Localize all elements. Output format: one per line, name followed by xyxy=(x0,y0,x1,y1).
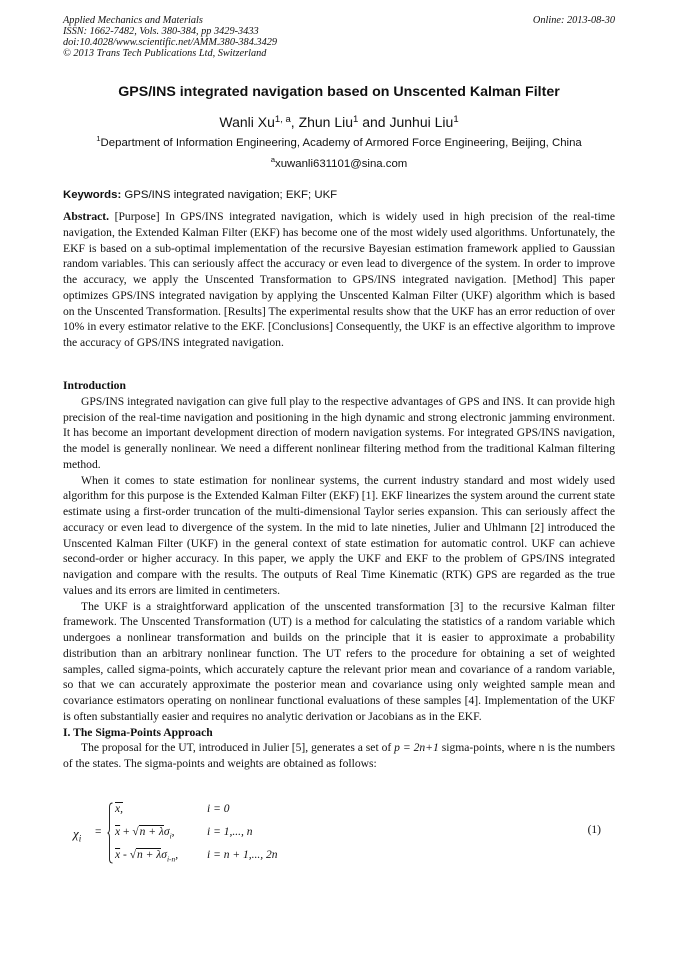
paragraph-text: sigma-points, where n is the numbers of the states. The sigma-points and weights are obtained as follows: xyxy=(63,741,615,770)
equation-case: x, i = 0 xyxy=(115,803,230,815)
keywords xyxy=(63,189,337,201)
author-affil-mark: 1, a xyxy=(274,114,291,125)
paper-title: GPS/INS integrated navigation based on Unscented Kalman Filter xyxy=(118,84,560,100)
author-name: Wanli Xu xyxy=(219,114,275,130)
left-brace-icon xyxy=(107,802,113,864)
equation-number: (1) xyxy=(587,824,601,836)
case-condition: i = 0 xyxy=(207,803,230,815)
copyright-line: © 2013 Trans Tech Publications Ltd, Switzerland xyxy=(63,48,267,59)
doi-line: doi:10.4028/www.scientific.net/AMM.380-384.3429 xyxy=(63,37,278,48)
author-line xyxy=(0,114,678,130)
author-affil-mark: 1 xyxy=(353,114,359,125)
paragraph xyxy=(63,740,615,772)
journal-name: Applied Mechanics and Materials xyxy=(63,15,203,26)
author-name: Zhun Liu xyxy=(298,114,354,130)
affiliation-text: Department of Information Engineering, Academy of Armored Force Engineering, Beijing, China xyxy=(100,137,582,149)
abstract-label: Abstract. xyxy=(63,210,110,223)
email-text: xuwanli631101@sina.com xyxy=(275,158,408,170)
abstract-text: [Purpose] In GPS/INS integrated navigation, which is widely used in high precision of the real-time navigation, the Extended Kalman Filter (EKF) has become one of the most widely used algorithms. Unfortunately, the EKF is based on a sub-optimal implementation of the recursive Bayesian estimation framework applied to Gaussian random variables. This can seriously affect the accuracy or even lead to divergence of the system. In order to improve the accuracy, we apply the Unscented Transformation to GPS/INS integrated navigation. [Method] This paper optimizes GPS/INS integrated navigation by applying the Unscented Kalman Filter (UKF) algorithm which is based on the Unscented Transformation. [Results] The experimental results show that the UKF has an error reduction of over 10% in every estimator relative to the EKF. [Conclusions] Consequently, the UKF is an effective algorithm to improve the accuracy of GPS/INS integrated navigation. xyxy=(63,210,615,349)
email-mark: a xyxy=(270,155,275,164)
issn-line: ISSN: 1662-7482, Vols. 380-384, pp 3429-3433 xyxy=(63,26,259,37)
equation-case: $\overline{x} - √n + \lambda\sigma_{i-n}$, i = n + 1,..., 2n xyxy=(115,849,278,864)
keywords-label: Keywords: xyxy=(63,189,122,201)
paragraph: When it comes to state estimation for nonlinear systems, the current industry standard and most widely used algorithm for this purpose is the Extended Kalman Filter (EKF) [1]. EKF linearizes the system around the current state estimate using a first-order truncation of the multi-dimensional Taylor series expansion. This can seriously affect the accuracy or even lead to divergence of the system. In the mid to late nineties, Julier and Uhlmann [2] introduced the Unscented Kalman Filter (UKF) in the general context of state estimation for automatic control. UKF can achieve second-order or higher accuracy. In this paper, we apply the UKF and EKF to the problem of GPS/INS integrated navigation and compare with the results. The outputs of Real Time Kinematic (RTK) GPS are regarded as the true values and its errors are limited in centimeters. xyxy=(63,473,615,597)
keywords-text: GPS/INS integrated navigation; EKF; UKF xyxy=(121,189,338,201)
equals-sign: = xyxy=(95,826,102,838)
author-separator: , xyxy=(290,114,299,130)
online-date: Online: 2013-08-30 xyxy=(532,15,615,26)
case-condition: i = n + 1,..., 2n xyxy=(207,849,278,861)
case-condition: i = 1,..., n xyxy=(207,826,253,838)
introduction-section xyxy=(63,378,615,772)
paragraph: The UKF is a straightforward application of the unscented transformation [3] to the recursive Kalman filter framework. The Unscented Transformation (UT) is a method for calculating the statistics of a random variable which undergoes a nonlinear transformation and builds on the principle that it is easier to approximate a probability distribution than an arbitrary nonlinear function. The UT refers to the procedure for obtaining a set of weighted samples, called sigma-points, which accurately capture the relevant prior mean and covariance of a random variable, so that we can accurately approximate the posterior mean and covariance using only weighted sample mean and covariance estimators operating on nonlinear functional evaluations of these samples [4]. Implementation of the UKF is often substantially easier and requires no analytic derivation or Jacobians as in the EKF. xyxy=(63,599,615,723)
equation-case: $\overline{x} + √n + \lambda\sigma_i$, i = 1,..., n xyxy=(115,826,253,841)
inline-math: p = 2n+1 xyxy=(394,741,439,755)
paragraph-text: The proposal for the UT, introduced in Julier [5], generates a set of xyxy=(81,741,395,755)
author-separator: and xyxy=(358,114,390,130)
paragraph: GPS/INS integrated navigation can give full play to the respective advantages of GPS and INS. It can provide high precision of the real-time navigation and positioning in the high dynamic and strong electronic jamming environment. It has become an important development direction of modern navigation systems. For integrated GPS/INS navigation, the model is generally nonlinear. We need a different nonlinear filtering method from the traditional Kalman filtering method. xyxy=(63,394,615,471)
section-heading-sigma-points: I. The Sigma-Points Approach xyxy=(63,725,213,739)
affiliation xyxy=(0,134,678,149)
author-name: Junhui Liu xyxy=(389,114,454,130)
author-affil-mark: 1 xyxy=(453,114,459,125)
equation-1 xyxy=(63,800,615,870)
journal-header xyxy=(63,15,615,59)
equation-lhs: $\chi_i$ xyxy=(73,826,82,844)
author-email xyxy=(0,155,678,170)
abstract xyxy=(63,209,615,351)
affiliation-mark: 1 xyxy=(96,134,101,143)
section-heading-introduction: Introduction xyxy=(63,379,126,392)
